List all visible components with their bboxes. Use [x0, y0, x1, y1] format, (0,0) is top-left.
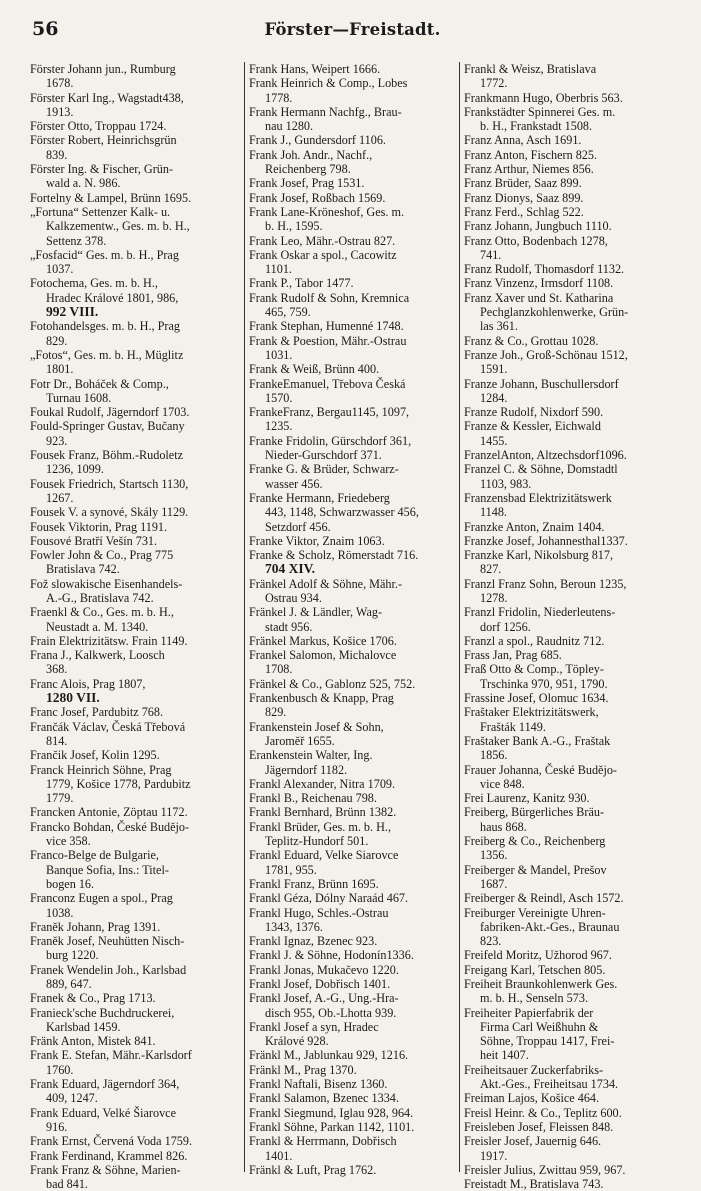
directory-line: Freiberger & Reindl, Asch 1572. — [464, 891, 624, 906]
directory-line: Hradec Králové 1801, 986, — [46, 290, 179, 305]
directory-line: Franc Josef, Pardubitz 768. — [30, 705, 164, 720]
directory-line: 704 XIV. — [265, 562, 316, 577]
directory-line: Settenz 378. — [46, 233, 107, 248]
directory-line: Fränk Anton, Mistek 841. — [30, 1034, 156, 1049]
directory-line: Frain Elektrizitätsw. Frain 1149. — [30, 633, 188, 648]
directory-line: Frank & Weiß, Brünn 400. — [249, 362, 380, 377]
directory-line: Frank Oskar a spol., Cacowitz — [249, 247, 397, 262]
directory-line: Firma Carl Weißhuhn & — [480, 1019, 599, 1034]
directory-line: fabriken-Akt.-Ges., Braunau — [480, 919, 620, 934]
directory-line: 1778. — [265, 90, 293, 105]
directory-line: Fränkel & Co., Gablonz 525, 752. — [249, 676, 416, 691]
directory-line: Frank P., Tabor 1477. — [249, 276, 354, 291]
directory-line: Frankl Josef, Dobřisch 1401. — [249, 977, 391, 991]
directory-line: Frank & Poestion, Mähr.-Ostrau — [249, 333, 407, 348]
directory-line: Franke Fridolin, Gürschdorf 361, — [249, 433, 412, 448]
directory-line: Franke & Scholz, Römerstadt 716. — [249, 548, 419, 563]
directory-line: 1455. — [480, 433, 508, 448]
directory-line: Franzke Anton, Znaim 1404. — [464, 519, 605, 534]
directory-line: dorf 1256. — [480, 619, 531, 634]
directory-line: Frank Hermann Nachfg., Brau- — [249, 104, 402, 119]
directory-line: Neustadt a. M. 1340. — [46, 619, 149, 634]
directory-line: Karlsbad 1459. — [46, 1019, 121, 1034]
directory-line: Franze Rudolf, Nixdorf 590. — [464, 405, 604, 420]
directory-line: Frassine Josef, Olomuc 1634. — [464, 691, 609, 706]
directory-line: Frankl & Herrmann, Dobřisch — [249, 1134, 397, 1149]
directory-line: Freisler Julius, Zwittau 959, 967. — [464, 1162, 626, 1177]
column-divider — [459, 62, 460, 1172]
directory-line: Franz Otto, Bodenbach 1278, — [464, 233, 608, 248]
directory-line: bad 841. — [46, 1177, 88, 1191]
directory-line: Freiberg & Co., Reichenberg — [464, 834, 606, 849]
directory-line: Franze Johann, Buschullersdorf — [464, 376, 619, 391]
directory-line: Frankl Hugo, Schles.-Ostrau — [249, 905, 389, 920]
directory-line: 1343, 1376. — [265, 919, 323, 934]
directory-line: 923. — [46, 433, 68, 448]
directory-line: Franzel C. & Söhne, Domstadtl — [464, 462, 618, 477]
directory-line: Pechglanzkohlenwerke, Grün- — [480, 305, 629, 320]
directory-line: 1148. — [480, 505, 507, 520]
directory-line: Erankenstein Walter, Ing. — [249, 748, 373, 763]
directory-line: FrankeEmanuel, Třebova Česká — [249, 376, 406, 391]
directory-line: Franz Xaver und St. Katharina — [464, 290, 614, 305]
directory-line: Francko Bohdan, České Budějo- — [30, 819, 190, 834]
directory-line: Frankl Josef a syn, Hradec — [249, 1019, 379, 1034]
directory-line: Freifeld Moritz, Užhorod 967. — [464, 948, 612, 963]
directory-line: 1856. — [480, 748, 508, 763]
directory-line: Fož slowakische Eisenhandels- — [30, 576, 183, 591]
directory-line: Frankl Josef, A.-G., Ung.-Hra- — [249, 991, 399, 1006]
directory-line: 823. — [480, 934, 502, 949]
directory-line: Frančák Václav, Česká Třebová — [30, 719, 186, 734]
directory-line: 1570. — [265, 390, 293, 405]
directory-line: 1678. — [46, 76, 74, 91]
directory-line: b. H., Frankstadt 1508. — [480, 119, 593, 134]
directory-line: Franz Rudolf, Thomasdorf 1132. — [464, 262, 625, 277]
directory-line: Reichenberg 798. — [265, 162, 351, 177]
directory-line: Freiberg, Bürgerliches Bräu- — [464, 805, 605, 820]
directory-line: Franieck'sche Buchdruckerei, — [30, 1005, 175, 1020]
directory-line: 1038. — [46, 905, 74, 920]
directory-line: Franzke Karl, Nikolsburg 817, — [464, 548, 614, 563]
directory-line: 1235. — [265, 419, 293, 434]
directory-line: heit 1407. — [480, 1048, 529, 1063]
directory-line: Frank J., Gundersdorf 1106. — [249, 133, 386, 148]
directory-line: 889, 647. — [46, 977, 92, 991]
directory-line: 368. — [46, 662, 68, 677]
directory-line: stadt 956. — [265, 619, 313, 634]
directory-line: Frankl Alexander, Nitra 1709. — [249, 776, 396, 791]
directory-line: Fousek Franz, Böhm.-Rudoletz — [30, 448, 184, 463]
directory-line: Frank Ernst, Červená Voda 1759. — [30, 1134, 193, 1149]
directory-line: Franze & Kessler, Eichwald — [464, 419, 601, 434]
directory-line: 1101. — [265, 262, 292, 277]
directory-line: Kalkzementw., Ges. m. b. H., — [46, 219, 190, 234]
directory-line: burg 1220. — [46, 948, 99, 963]
directory-line: Fousek Friedrich, Startsch 1130, — [30, 476, 189, 491]
directory-line: Frašták 1149. — [480, 719, 546, 734]
directory-line: Fränkel Markus, Košice 1706. — [249, 633, 397, 648]
directory-line: nau 1280. — [265, 119, 314, 134]
directory-line: 814. — [46, 733, 68, 748]
directory-line: Frankmann Hugo, Oberbris 563. — [464, 90, 623, 105]
directory-line: 1278. — [480, 590, 508, 605]
directory-line: 1401. — [265, 1148, 293, 1163]
directory-line: 1356. — [480, 848, 508, 863]
directory-line: 1779, Košice 1778, Pardubitz — [46, 776, 191, 791]
directory-line: Frankl Salamon, Bzenec 1334. — [249, 1091, 399, 1106]
directory-line: Freiman Lajos, Košice 464. — [464, 1091, 600, 1106]
directory-line: Frankl Eduard, Velke Siarovce — [249, 848, 399, 863]
directory-line: Frankl Bernhard, Brünn 1382. — [249, 805, 397, 820]
directory-line: Franzl Fridolin, Niederleutens- — [464, 605, 616, 620]
directory-line: Fränkl M., Jablunkau 929, 1216. — [249, 1048, 409, 1063]
directory-line: Franke G. & Brüder, Schwarz- — [249, 462, 399, 477]
directory-line: 1280 VII. — [46, 691, 100, 706]
page-number: 56 — [32, 18, 59, 40]
directory-line: Foukal Rudolf, Jägerndorf 1703. — [30, 405, 190, 420]
directory-line: Bratislava 742. — [46, 562, 120, 577]
directory-line: 992 VIII. — [46, 305, 99, 320]
directory-line: Förster Ing. & Fischer, Grün- — [30, 162, 174, 177]
directory-line: Freiheitsauer Zuckerfabriks- — [464, 1062, 604, 1077]
directory-line: Frankl Söhne, Parkan 1142, 1101. — [249, 1119, 415, 1134]
directory-line: FrankeFranz, Bergau1145, 1097, — [249, 405, 410, 420]
directory-line: Frank E. Stefan, Mähr.-Karlsdorf — [30, 1048, 192, 1063]
directory-line: Frankl Jonas, Mukačevo 1220. — [249, 962, 399, 977]
directory-line: haus 868. — [480, 819, 527, 834]
directory-line: Turnau 1608. — [46, 390, 112, 405]
directory-line: Freiberger & Mandel, Prešov — [464, 862, 607, 877]
directory-line: A.-G., Bratislava 742. — [46, 590, 154, 605]
directory-line: 443, 1148, Schwarzwasser 456, — [265, 505, 419, 520]
directory-line: 1284. — [480, 390, 508, 405]
directory-line: 1103, 983. — [480, 476, 532, 491]
directory-line: Franek Wendelin Joh., Karlsbad — [30, 962, 187, 977]
directory-line: Förster Johann jun., Rumburg — [30, 62, 176, 76]
directory-line: Frank Eduard, Velké Šiarovce — [30, 1105, 176, 1120]
directory-line: Freiheit Braunkohlenwerk Ges. — [464, 977, 618, 991]
directory-line: Franco-Belge de Bulgarie, — [30, 848, 159, 863]
directory-line: Freiheiter Papierfabrik der — [464, 1005, 594, 1020]
directory-line: Förster Otto, Troppau 1724. — [30, 119, 167, 134]
directory-line: Králové 928. — [265, 1034, 329, 1049]
directory-line: Fraštaker Bank A.-G., Fraštak — [464, 733, 611, 748]
directory-line: Frank Eduard, Jägerndorf 364, — [30, 1077, 180, 1092]
directory-line: Franz Dionys, Saaz 899. — [464, 190, 584, 205]
directory-line: Fraenkl & Co., Ges. m. b. H., — [30, 605, 174, 620]
directory-line: Fousek V. a synové, Skály 1129. — [30, 505, 189, 520]
directory-line: 1236, 1099. — [46, 462, 104, 477]
directory-line: Frank Franz & Söhne, Marien- — [30, 1162, 181, 1177]
directory-line: wasser 456. — [265, 476, 323, 491]
directory-line: Franz Anton, Fischern 825. — [464, 147, 598, 162]
directory-line: Fousové Bratří Vešín 731. — [30, 533, 158, 548]
directory-line: 1267. — [46, 490, 74, 505]
directory-line: Banque Sofia, Ins.: Titel- — [46, 862, 169, 877]
directory-line: Söhne, Troppau 1417, Frei- — [480, 1034, 615, 1049]
column-left — [30, 62, 250, 1191]
directory-line: 1913. — [46, 104, 74, 119]
directory-line: 1031. — [265, 347, 293, 362]
directory-line: Franzl Franz Sohn, Beroun 1235, — [464, 576, 627, 591]
directory-line: Franc Alois, Prag 1807, — [30, 676, 146, 691]
directory-line: Fousek Viktorin, Prag 1191. — [30, 519, 168, 534]
directory-line: Franěk Josef, Neuhütten Nisch- — [30, 934, 185, 949]
directory-line: Frana J., Kalkwerk, Loosch — [30, 648, 165, 663]
directory-line: Fränkel Adolf & Söhne, Mähr.- — [249, 576, 403, 591]
directory-line: Franěk Johann, Prag 1391. — [30, 919, 161, 934]
directory-line: Frei Laurenz, Kanitz 930. — [464, 791, 590, 806]
directory-line: vice 848. — [480, 776, 525, 791]
directory-line: las 361. — [480, 319, 518, 334]
directory-line: Franzensbad Elektrizitätswerk — [464, 490, 612, 505]
directory-line: Frankel Salomon, Michalovce — [249, 648, 397, 663]
directory-line: Frankl Brüder, Ges. m. b. H., — [249, 819, 392, 834]
directory-line: 916. — [46, 1119, 68, 1134]
directory-line: Förster Karl Ing., Wagstadt438, — [30, 90, 184, 105]
directory-line: 1781, 955. — [265, 862, 317, 877]
directory-line: Frank Lane-Kröneshof, Ges. m. — [249, 204, 405, 219]
page-title: Förster—Freistadt. — [264, 20, 441, 39]
directory-line: disch 955, Ob.-Lhotta 939. — [265, 1005, 397, 1020]
directory-line: Setzdorf 456. — [265, 519, 331, 534]
directory-line: Fraß Otto & Comp., Töpley- — [464, 662, 604, 677]
directory-line: Frankl Siegmund, Iglau 928, 964. — [249, 1105, 414, 1120]
directory-line: Franz Brüder, Saaz 899. — [464, 176, 582, 191]
directory-line: Frankl Ignaz, Bzenec 923. — [249, 934, 378, 949]
directory-line: Franz & Co., Grottau 1028. — [464, 333, 599, 348]
directory-line: 839. — [46, 147, 68, 162]
directory-line: 741. — [480, 247, 502, 262]
directory-line: Frankl Géza, Dólny Naraád 467. — [249, 891, 409, 906]
directory-line: Franck Heinrich Söhne, Prag — [30, 762, 172, 777]
directory-line: „Fortuna“ Settenzer Kalk- u. — [30, 204, 171, 219]
directory-line: 1760. — [46, 1062, 74, 1077]
directory-line: Freigang Karl, Tetschen 805. — [464, 962, 606, 977]
directory-line: Fotr Dr., Boháček & Comp., — [30, 376, 169, 391]
directory-line: 1708. — [265, 662, 293, 677]
column-right — [464, 62, 678, 1191]
directory-line: Fortelny & Lampel, Brünn 1695. — [30, 190, 192, 205]
directory-line: Freiburger Vereinigte Uhren- — [464, 905, 606, 920]
directory-line: 1037. — [46, 262, 74, 277]
directory-line: Frankl B., Reichenau 798. — [249, 791, 377, 806]
directory-line: Fotochema, Ges. m. b. H., — [30, 276, 158, 291]
directory-line: Frankl J. & Söhne, Hodonín1336. — [249, 948, 414, 963]
directory-line: 829. — [46, 333, 68, 348]
directory-line: Franz Johann, Jungbuch 1110. — [464, 219, 612, 234]
directory-line: Frankl Naftali, Bisenz 1360. — [249, 1077, 388, 1092]
directory-line: 827. — [480, 562, 502, 577]
directory-line: Frank Hans, Weipert 1666. — [249, 62, 381, 76]
directory-line: Franz Anna, Asch 1691. — [464, 133, 582, 148]
directory-line: Franze Joh., Groß-Schönau 1512, — [464, 347, 628, 362]
directory-line: Franz Arthur, Niemes 856. — [464, 162, 594, 177]
directory-line: Fränkl & Luft, Prag 1762. — [249, 1162, 377, 1177]
directory-line: „Fosfacid“ Ges. m. b. H., Prag — [30, 247, 179, 262]
directory-line: Fotohandelsges. m. b. H., Prag — [30, 319, 180, 334]
directory-line: Jaroměř 1655. — [265, 733, 335, 748]
directory-line: vice 358. — [46, 834, 91, 849]
directory-line: Freisleben Josef, Fleissen 848. — [464, 1119, 614, 1134]
directory-line: m. b. H., Senseln 573. — [480, 991, 588, 1006]
directory-line: Frank Ferdinand, Krammel 826. — [30, 1148, 188, 1163]
directory-line: Frauer Johanna, České Budějo- — [464, 762, 617, 777]
directory-line: Frank Josef, Roßbach 1569. — [249, 190, 386, 205]
directory-line: Jägerndorf 1182. — [265, 762, 348, 777]
directory-line: Fränkel J. & Ländler, Wag- — [249, 605, 383, 620]
directory-line: Franke Hermann, Friedeberg — [249, 490, 390, 505]
directory-line: Franz Ferd., Schlag 522. — [464, 204, 584, 219]
directory-line: Francken Antonie, Zöptau 1172. — [30, 805, 188, 820]
directory-line: Franke Viktor, Znaim 1063. — [249, 533, 385, 548]
directory-line: Frankenbusch & Knapp, Prag — [249, 691, 394, 706]
directory-line: FranzelAnton, Altzechsdorf1096. — [464, 448, 627, 463]
directory-line: 465, 759. — [265, 305, 311, 320]
directory-line: Frank Joh. Andr., Nachf., — [249, 147, 373, 162]
directory-line: Frass Jan, Prag 685. — [464, 648, 562, 663]
directory-line: Teplitz-Hundorf 501. — [265, 834, 369, 849]
directory-line: 829. — [265, 705, 287, 720]
directory-line: 409, 1247. — [46, 1091, 98, 1106]
directory-line: Frank Stephan, Humenné 1748. — [249, 319, 404, 334]
directory-line: Frank Rudolf & Sohn, Kremnica — [249, 290, 410, 305]
directory-line: Franzl a spol., Raudnitz 712. — [464, 633, 605, 648]
directory-line: „Fotos“, Ges. m. b. H., Müglitz — [30, 347, 184, 362]
directory-line: Fraštaker Elektrizitätswerk, — [464, 705, 599, 720]
column-middle — [249, 62, 456, 1177]
directory-line: Trschinka 970, 951, 1790. — [480, 676, 608, 691]
directory-line: Frank Heinrich & Comp., Lobes — [249, 76, 408, 91]
page-header — [28, 14, 677, 44]
directory-line: Frank Leo, Mähr.-Ostrau 827. — [249, 233, 396, 248]
directory-line: Freistadt M., Bratislava 743. — [464, 1177, 604, 1191]
directory-line: bogen 16. — [46, 876, 95, 891]
directory-line: Freisler Josef, Jauernig 646. — [464, 1134, 602, 1149]
directory-line: 1801. — [46, 362, 74, 377]
directory-line: b. H., 1595. — [265, 219, 323, 234]
directory-line: Franek & Co., Prag 1713. — [30, 991, 156, 1006]
directory-line: Frankl Franz, Brünn 1695. — [249, 876, 379, 891]
directory-line: Frankl & Weisz, Bratislava — [464, 62, 597, 76]
directory-line: 1772. — [480, 76, 508, 91]
directory-line: Frankenstein Josef & Sohn, — [249, 719, 384, 734]
directory-line: Fould-Springer Gustav, Bučany — [30, 419, 185, 434]
directory-line: 1917. — [480, 1148, 508, 1163]
directory-line: 1779. — [46, 791, 74, 806]
directory-line: Frank Josef, Prag 1531. — [249, 176, 365, 191]
directory-line: Franzke Josef, Johannesthal1337. — [464, 533, 628, 548]
directory-line: Fränkl M., Prag 1370. — [249, 1062, 357, 1077]
directory-line: Förster Robert, Heinrichsgrün — [30, 133, 177, 148]
directory-line: Nieder-Gurschdorf 371. — [265, 448, 382, 463]
directory-line: 1591. — [480, 362, 508, 377]
directory-line: 1687. — [480, 876, 508, 891]
directory-line: Akt.-Ges., Freiheitsau 1734. — [480, 1077, 619, 1092]
directory-line: Franz Vinzenz, Irmsdorf 1108. — [464, 276, 614, 291]
directory-line: Freisl Heinr. & Co., Teplitz 600. — [464, 1105, 622, 1120]
directory-line: Franconz Eugen a spol., Prag — [30, 891, 173, 906]
directory-line: Ostrau 934. — [265, 590, 322, 605]
directory-line: wald a. N. 986. — [46, 176, 121, 191]
directory-line: Frankstädter Spinnerei Ges. m. — [464, 104, 616, 119]
directory-line: Fowler John & Co., Prag 775 — [30, 548, 174, 563]
directory-line: Frančik Josef, Kolin 1295. — [30, 748, 160, 763]
